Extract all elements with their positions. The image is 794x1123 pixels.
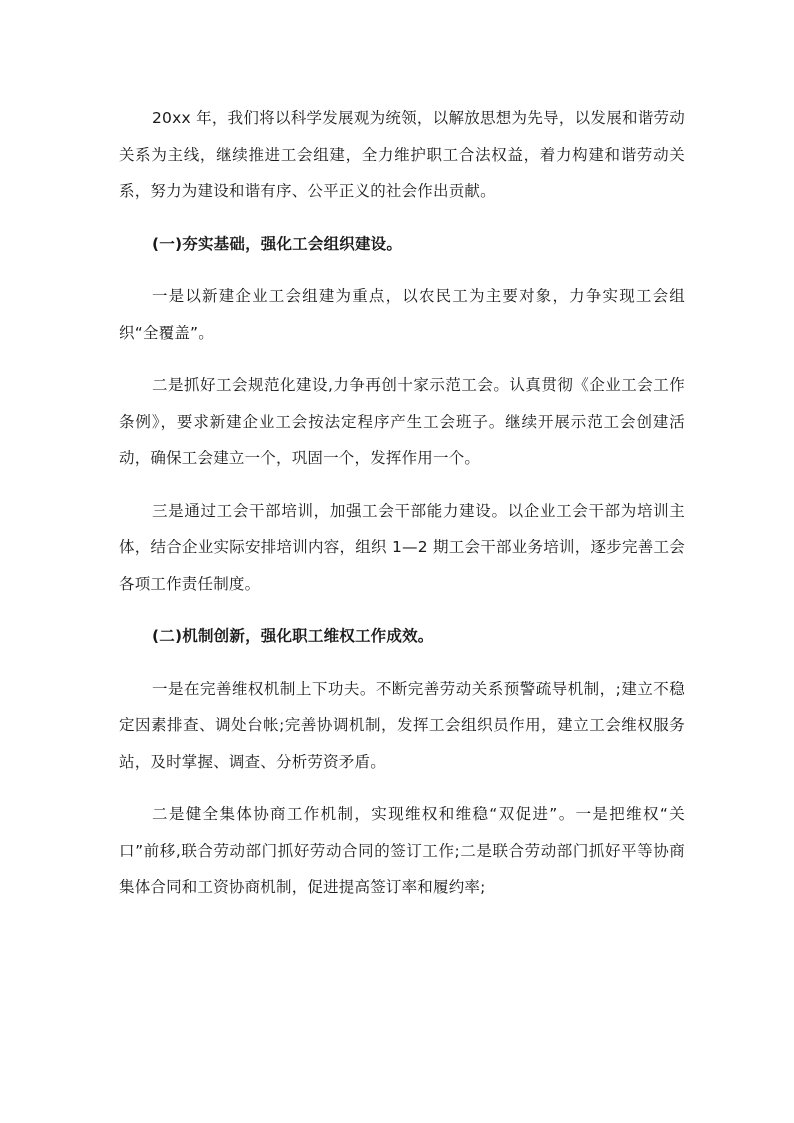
paragraph-1-1: 一是以新建企业工会组建为重点，以农民工为主要对象，力争实现工会组织“全覆盖”。 xyxy=(119,287,685,342)
paragraph-1-3: 三是通过工会干部培训，加强工会干部能力建设。以企业工会干部为培训主体，结合企业实际安排培训内容，组织 1—2 期工会干部业务培训，逐步完善工会各项工作责任制度。 xyxy=(119,501,685,593)
document-body xyxy=(119,100,685,906)
paragraph-2-2: 二是健全集体协商工作机制，实现维权和维稳“双促进”。一是把维权“关口”前移,联合劳动部门抓好劳动合同的签订工作;二是联合劳动部门抓好平等协商集体合同和工资协商机制，促进提高签订率和履约率; xyxy=(119,805,685,896)
paragraph-1-2: 二是抓好工会规范化建设,力争再创十家示范工会。认真贯彻《企业工会工作条例》，要求新建企业工会按法定程序产生工会班子。继续开展示范工会创建活动，确保工会建立一个，巩固一个，发挥作用一个。 xyxy=(119,376,685,467)
intro-paragraph: 20xx 年，我们将以科学发展观为统领，以解放思想为先导，以发展和谐劳动关系为主线，继续推进工会组建，全力维护职工合法权益，着力构建和谐劳动关系，努力为建设和谐有序、公平正义的社会作出贡献。 xyxy=(119,109,685,200)
section-heading-2: (二)机制创新，强化职工维权工作成效。 xyxy=(152,627,434,645)
section-heading-1: (一)夯实基础，强化工会组织建设。 xyxy=(152,234,403,253)
paragraph-2-1: 一是在完善维权机制上下功夫。不断完善劳动关系预警疏导机制，;建立不稳定因素排查、调处台帐;完善协调机制，发挥工会组织员作用，建立工会维权服务站，及时掌握、调查、分析劳资矛盾。 xyxy=(119,679,685,771)
